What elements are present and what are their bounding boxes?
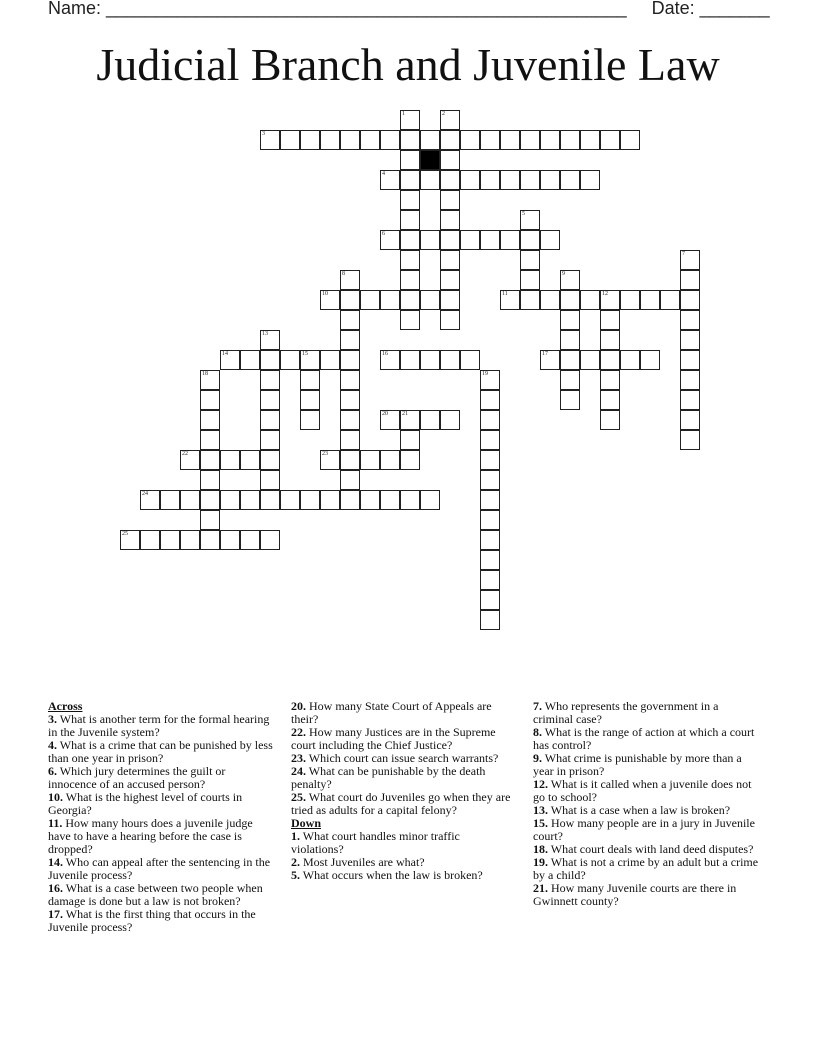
crossword-cell[interactable]: [600, 410, 620, 430]
crossword-cell[interactable]: [260, 330, 280, 350]
across-clue: 16. What is a case between two people when damage is done but a law is not broken?: [48, 881, 263, 908]
crossword-cell[interactable]: [340, 450, 360, 470]
crossword-cell[interactable]: [480, 550, 500, 570]
down-clue: 21. How many Juvenile courts are there in Gwinnett county?: [533, 881, 737, 908]
down-clue: 5. What occurs when the law is broken?: [291, 868, 483, 882]
crossword-cell[interactable]: [440, 350, 460, 370]
crossword-cell[interactable]: [560, 270, 580, 290]
crossword-cell[interactable]: [680, 370, 700, 390]
crossword-cell[interactable]: [260, 450, 280, 470]
crossword-cell[interactable]: [480, 230, 500, 250]
crossword-cell[interactable]: [600, 310, 620, 330]
crossword-cell[interactable]: [480, 570, 500, 590]
crossword-cell[interactable]: [540, 290, 560, 310]
clue-number: 15: [302, 351, 308, 357]
crossword-cell[interactable]: [420, 490, 440, 510]
across-clue: 24. What can be punishable by the death penalty?: [291, 764, 486, 791]
crossword-cell[interactable]: [440, 290, 460, 310]
crossword-cell[interactable]: [320, 290, 340, 310]
clue-number: 16: [382, 351, 388, 357]
crossword-cell[interactable]: [300, 350, 320, 370]
crossword-cell[interactable]: [480, 530, 500, 550]
page-title: Judicial Branch and Juvenile Law: [96, 39, 720, 90]
clue-number: 4: [382, 171, 385, 177]
crossword-cell[interactable]: [260, 130, 280, 150]
crossword-cell[interactable]: [180, 490, 200, 510]
crossword-cell[interactable]: [640, 350, 660, 370]
crossword-cell[interactable]: [280, 350, 300, 370]
crossword-cell[interactable]: [560, 290, 580, 310]
crossword-cell[interactable]: [200, 470, 220, 490]
crossword-cell[interactable]: [200, 390, 220, 410]
crossword-cell[interactable]: [140, 530, 160, 550]
clue-number: 9: [562, 271, 565, 277]
crossword-cell[interactable]: [440, 210, 460, 230]
across-clue: 3. What is another term for the formal hearing in the Juvenile system?: [48, 712, 270, 739]
crossword-cell[interactable]: [320, 130, 340, 150]
crossword-cell[interactable]: [420, 410, 440, 430]
crossword-cell[interactable]: [340, 390, 360, 410]
crossword-cell[interactable]: [520, 170, 540, 190]
crossword-cell[interactable]: [680, 390, 700, 410]
across-clue: 23. Which court can issue search warrants?: [291, 751, 499, 765]
crossword-cell[interactable]: [380, 410, 400, 430]
crossword-cell[interactable]: [520, 130, 540, 150]
crossword-cell[interactable]: [360, 450, 380, 470]
across-clue: 17. What is the first thing that occurs in the Juvenile process?: [48, 907, 256, 934]
clue-number: 23: [322, 451, 328, 457]
down-clue: 19. What is not a crime by an adult but a crime by a child?: [533, 855, 759, 882]
crossword-cell[interactable]: [380, 490, 400, 510]
across-clue: 10. What is the highest level of courts in Georgia?: [48, 790, 243, 817]
down-heading: Down: [291, 816, 322, 830]
crossword-cell[interactable]: [260, 490, 280, 510]
crossword-cell[interactable]: [360, 130, 380, 150]
clue-number: 18: [202, 371, 208, 377]
down-clue: 9. What crime is punishable by more than a year in prison?: [533, 751, 742, 778]
crossword-cell[interactable]: [340, 310, 360, 330]
crossword-cell[interactable]: [400, 270, 420, 290]
crossword-cell[interactable]: [480, 470, 500, 490]
clue-number: 14: [222, 351, 228, 357]
crossword-cell[interactable]: [140, 490, 160, 510]
crossword-cell[interactable]: [480, 430, 500, 450]
crossword-cell[interactable]: [460, 170, 480, 190]
crossword-cell[interactable]: [360, 490, 380, 510]
crossword-cell[interactable]: [580, 170, 600, 190]
crossword-cell[interactable]: [280, 490, 300, 510]
across-clue: 20. How many State Court of Appeals are their?: [291, 699, 492, 726]
crossword-cell[interactable]: [660, 290, 680, 310]
crossword-cell[interactable]: [380, 350, 400, 370]
down-clue: 8. What is the range of action at which a court has control?: [533, 725, 755, 752]
crossword-cell[interactable]: [440, 170, 460, 190]
down-clue: 18. What court deals with land deed disputes?: [533, 842, 754, 856]
crossword-cell[interactable]: [600, 390, 620, 410]
crossword-cell[interactable]: [500, 230, 520, 250]
crossword-cell[interactable]: [480, 410, 500, 430]
down-clue: 2. Most Juveniles are what?: [291, 855, 425, 869]
crossword-cell[interactable]: [680, 290, 700, 310]
clue-number: 20: [382, 411, 388, 417]
crossword-cell[interactable]: [340, 410, 360, 430]
crossword-cell[interactable]: [440, 130, 460, 150]
crossword-cell[interactable]: [340, 130, 360, 150]
crossword-cell[interactable]: [220, 530, 240, 550]
crossword-cell[interactable]: [380, 130, 400, 150]
crossword-cell[interactable]: [400, 170, 420, 190]
crossword-cell[interactable]: [400, 310, 420, 330]
crossword-cell[interactable]: [320, 490, 340, 510]
crossword-cell[interactable]: [400, 250, 420, 270]
crossword-cell[interactable]: [480, 490, 500, 510]
clue-column-3: [533, 700, 761, 908]
crossword-cell[interactable]: [480, 450, 500, 470]
clue-number: 25: [122, 531, 128, 537]
crossword-cell[interactable]: [600, 350, 620, 370]
crossword-cell[interactable]: [260, 350, 280, 370]
clue-number: 5: [522, 211, 525, 217]
down-clue: 15. How many people are in a jury in Juvenile court?: [533, 816, 755, 843]
crossword-cell[interactable]: [460, 350, 480, 370]
clue-number: 10: [322, 291, 328, 297]
crossword-cell[interactable]: [400, 430, 420, 450]
crossword-cell[interactable]: [220, 450, 240, 470]
crossword-cell[interactable]: [520, 290, 540, 310]
crossword-cell[interactable]: [540, 350, 560, 370]
crossword-cell[interactable]: [560, 350, 580, 370]
crossword-cell[interactable]: [380, 290, 400, 310]
crossword-cell[interactable]: [440, 230, 460, 250]
across-clue: 6. Which jury determines the guilt or innocence of an accused person?: [48, 764, 226, 791]
crossword-cell[interactable]: [240, 450, 260, 470]
crossword-cell[interactable]: [340, 330, 360, 350]
crossword-cell[interactable]: [560, 330, 580, 350]
crossword-cell[interactable]: [120, 530, 140, 550]
crossword-cell[interactable]: [520, 230, 540, 250]
clue-number: 19: [482, 371, 488, 377]
crossword-cell[interactable]: [600, 330, 620, 350]
crossword-cell[interactable]: [340, 490, 360, 510]
down-clue: 12. What is it called when a juvenile does not go to school?: [533, 777, 752, 804]
crossword-cell[interactable]: [400, 290, 420, 310]
crossword-cell[interactable]: [200, 530, 220, 550]
crossword-cell[interactable]: [400, 230, 420, 250]
name-date-line: Name: ____________________________________________________ Date: _______: [48, 0, 770, 18]
crossword-cell[interactable]: [540, 230, 560, 250]
crossword-cell[interactable]: [400, 210, 420, 230]
crossword-cell[interactable]: [440, 110, 460, 130]
across-heading: Across: [48, 699, 83, 713]
crossword-cell[interactable]: [300, 390, 320, 410]
crossword-cell[interactable]: [560, 170, 580, 190]
crossword-cell[interactable]: [620, 130, 640, 150]
crossword-cell[interactable]: [340, 350, 360, 370]
clue-number: 22: [182, 451, 188, 457]
crossword-cell[interactable]: [260, 370, 280, 390]
crossword-cell[interactable]: [160, 530, 180, 550]
crossword-cell[interactable]: [640, 290, 660, 310]
crossword-cell[interactable]: [200, 450, 220, 470]
crossword-cell[interactable]: [560, 390, 580, 410]
crossword-cell[interactable]: [200, 430, 220, 450]
across-clue: 25. What court do Juveniles go when they are tried as adults for a capital felony?: [291, 790, 511, 817]
crossword-cell[interactable]: [440, 410, 460, 430]
crossword-cell[interactable]: [280, 130, 300, 150]
crossword-cell[interactable]: [300, 490, 320, 510]
crossword-cell[interactable]: [440, 270, 460, 290]
crossword-cell[interactable]: [240, 530, 260, 550]
clue-column-1: [48, 700, 276, 934]
crossword-cell[interactable]: [180, 530, 200, 550]
crossword-cell[interactable]: [420, 350, 440, 370]
crossword-cell[interactable]: [540, 130, 560, 150]
crossword-cell[interactable]: [480, 130, 500, 150]
across-clue: 22. How many Justices are in the Supreme court including the Chief Justice?: [291, 725, 496, 752]
crossword-cell[interactable]: [260, 410, 280, 430]
crossword-cell[interactable]: [400, 350, 420, 370]
crossword-cell[interactable]: [400, 490, 420, 510]
crossword-cell[interactable]: [380, 450, 400, 470]
crossword-cell[interactable]: [420, 170, 440, 190]
crossword-cell[interactable]: [540, 170, 560, 190]
crossword-cell[interactable]: [400, 450, 420, 470]
crossword-cell[interactable]: [440, 150, 460, 170]
crossword-cell[interactable]: [200, 370, 220, 390]
crossword-cell[interactable]: [400, 110, 420, 130]
crossword-cell[interactable]: [600, 370, 620, 390]
crossword-cell[interactable]: [360, 290, 380, 310]
crossword-cell[interactable]: [340, 430, 360, 450]
crossword-cell[interactable]: [500, 130, 520, 150]
crossword-cell[interactable]: [680, 350, 700, 370]
crossword-cell[interactable]: [340, 370, 360, 390]
crossword-cell[interactable]: [340, 470, 360, 490]
clue-number: 24: [142, 491, 148, 497]
crossword-cell[interactable]: [600, 130, 620, 150]
crossword-cell[interactable]: [400, 190, 420, 210]
crossword-cell[interactable]: [240, 490, 260, 510]
clue-number: 17: [542, 351, 548, 357]
crossword-cell[interactable]: [500, 290, 520, 310]
clue-number: 13: [262, 331, 268, 337]
crossword-cell[interactable]: [580, 130, 600, 150]
across-clue: 4. What is a crime that can be punished by less than one year in prison?: [48, 738, 273, 765]
crossword-cell[interactable]: [580, 350, 600, 370]
crossword-cell[interactable]: [560, 370, 580, 390]
crossword-cell[interactable]: [320, 350, 340, 370]
crossword-cell[interactable]: [420, 290, 440, 310]
crossword-cell[interactable]: [200, 410, 220, 430]
crossword-cell[interactable]: [420, 230, 440, 250]
crossword-cell[interactable]: [220, 490, 240, 510]
crossword-cell[interactable]: [380, 230, 400, 250]
clue-number: 3: [262, 131, 265, 137]
crossword-cell[interactable]: [460, 230, 480, 250]
across-clue: 14. Who can appeal after the sentencing in the Juvenile process?: [48, 855, 271, 882]
crossword-cell[interactable]: [160, 490, 180, 510]
crossword-cell[interactable]: [600, 290, 620, 310]
crossword-cell[interactable]: [440, 250, 460, 270]
crossword-cell[interactable]: [260, 430, 280, 450]
clue-number: 11: [502, 291, 508, 297]
crossword-cell[interactable]: [380, 170, 400, 190]
crossword-cell[interactable]: [220, 350, 240, 370]
crossword-cell[interactable]: [560, 130, 580, 150]
crossword-cell[interactable]: [460, 130, 480, 150]
clue-number: 8: [342, 271, 345, 277]
crossword-cell[interactable]: [400, 410, 420, 430]
clue-number: 6: [382, 231, 385, 237]
crossword-cell[interactable]: [480, 610, 500, 630]
crossword-cell[interactable]: [520, 210, 540, 230]
crossword-cell[interactable]: [400, 130, 420, 150]
crossword-cell[interactable]: [300, 370, 320, 390]
crossword-cell[interactable]: [680, 250, 700, 270]
crossword-cell[interactable]: [340, 270, 360, 290]
clue-number: 7: [682, 251, 685, 257]
across-clue: 11. How many hours does a juvenile judge have to have a hearing before the case is dropped?: [48, 816, 253, 856]
crossword-cell[interactable]: [440, 310, 460, 330]
crossword-cell[interactable]: [260, 390, 280, 410]
clue-column-2: [291, 700, 511, 882]
crossword-cell[interactable]: [260, 470, 280, 490]
crossword-cell[interactable]: [300, 130, 320, 150]
crossword-cell[interactable]: [240, 350, 260, 370]
crossword-cell[interactable]: [440, 190, 460, 210]
crossword-cell[interactable]: [300, 410, 320, 430]
crossword-cell[interactable]: [500, 170, 520, 190]
down-clue: 13. What is a case when a law is broken?: [533, 803, 731, 817]
crossword-cell[interactable]: [620, 350, 640, 370]
crossword-cell[interactable]: [260, 530, 280, 550]
crossword-cell[interactable]: [480, 370, 500, 390]
crossword-cell[interactable]: [480, 590, 500, 610]
down-clue: 7. Who represents the government in a criminal case?: [533, 699, 719, 726]
crossword-cell[interactable]: [180, 450, 200, 470]
crossword-cell[interactable]: [480, 510, 500, 530]
crossword-cell[interactable]: [320, 450, 340, 470]
clue-number: 21: [402, 411, 408, 417]
crossword-cell[interactable]: [200, 490, 220, 510]
crossword-cell[interactable]: [480, 170, 500, 190]
crossword-cell[interactable]: [580, 290, 600, 310]
clue-number: 2: [442, 111, 445, 117]
crossword-cell[interactable]: [480, 390, 500, 410]
crossword-cell[interactable]: [680, 310, 700, 330]
crossword-cell[interactable]: [420, 130, 440, 150]
crossword-cell[interactable]: [520, 250, 540, 270]
down-clue: 1. What court handles minor traffic violations?: [291, 829, 460, 856]
crossword-cell[interactable]: [560, 310, 580, 330]
crossword-cell[interactable]: [340, 290, 360, 310]
crossword-cell[interactable]: [620, 290, 640, 310]
crossword-cell[interactable]: [680, 330, 700, 350]
crossword-cell[interactable]: [680, 270, 700, 290]
crossword-black-cell: [420, 150, 440, 170]
crossword-cell[interactable]: [680, 410, 700, 430]
crossword-cell[interactable]: [520, 270, 540, 290]
crossword-cell[interactable]: [400, 150, 420, 170]
clue-number: 1: [402, 111, 405, 117]
clue-number: 12: [602, 291, 608, 297]
crossword-cell[interactable]: [200, 510, 220, 530]
crossword-cell[interactable]: [680, 430, 700, 450]
